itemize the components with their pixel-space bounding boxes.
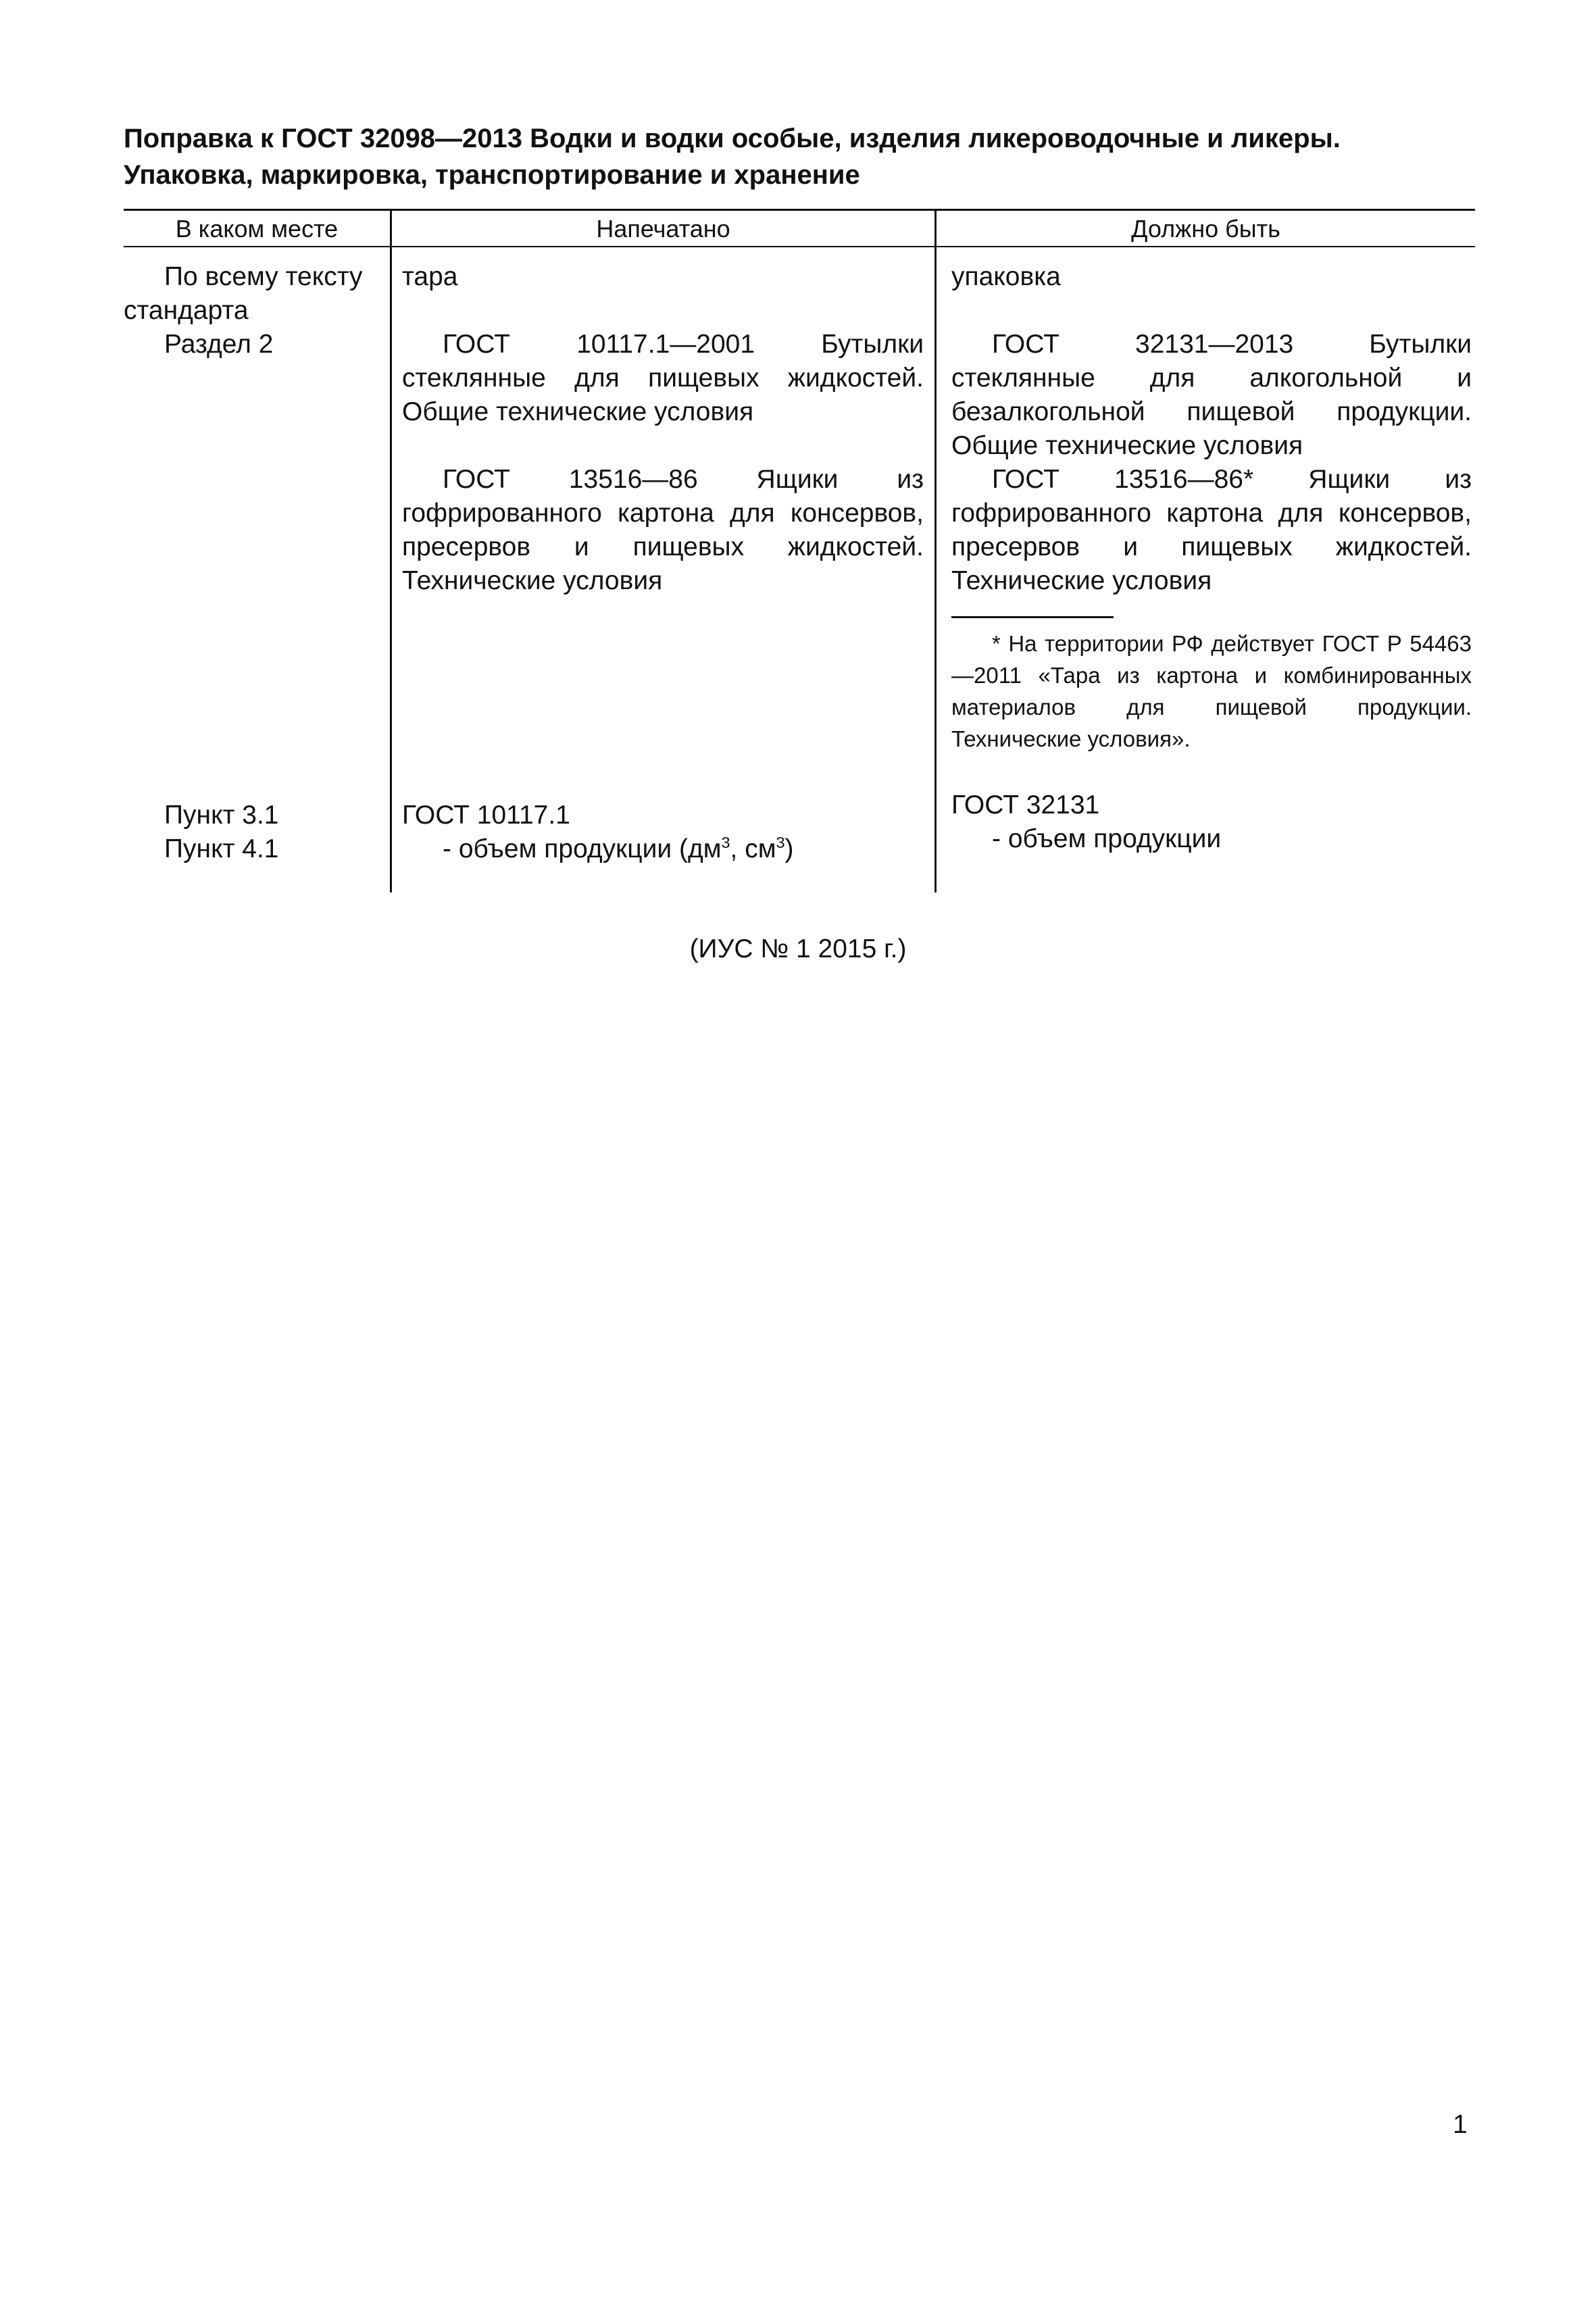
row2-should-be-2: ГОСТ 13516—86* Ящики из гофрированного картона для консервов, пресервов и пищевых жидкостей. Технические условия [951, 465, 1472, 595]
header-place: В каком месте [175, 215, 339, 243]
document-title: Поправка к ГОСТ 32098—2013 Водки и водки особые, изделия ликероводочные и ликеры. Упаковка, маркировка, транспортирование и хранение [124, 124, 1341, 190]
table-top-rule [124, 209, 1475, 211]
row1-place: По всему тексту стандарта [124, 262, 363, 325]
column-divider-1 [390, 209, 392, 892]
page-number: 1 [1453, 2110, 1468, 2139]
table-header-rule [124, 246, 1475, 247]
row2-place: Раздел 2 [164, 330, 274, 359]
ius-reference: (ИУС № 1 2015 г.) [689, 934, 907, 963]
correction-table [124, 209, 1475, 892]
header-printed: Напечатано [596, 215, 730, 243]
row2-printed-1: ГОСТ 10117.1—2001 Бутылки стеклянные для пищевых жидкостей. Общие технические условия [402, 330, 924, 426]
row3-should-be-2: - объем продукции [992, 824, 1222, 853]
footnote-rule [951, 616, 1114, 618]
footnote: * На территории РФ действует ГОСТ Р 54463—2011 «Тара из картона и комбинированных материалов для пищевой продукции. Технические условия». [951, 631, 1472, 751]
row3-place-1: Пункт 3.1 [164, 801, 279, 830]
row3-printed-1: ГОСТ 10117.1 [402, 801, 570, 830]
row2-printed-2: ГОСТ 13516—86 Ящики из гофрированного картона для консервов, пресервов и пищевых жидкостей. Технические условия [402, 465, 924, 595]
row2-should-be-1: ГОСТ 32131—2013 Бутылки стеклянные для алкогольной и безалкогольной пищевой продукции. Общие технические условия [951, 330, 1472, 460]
row3-place-2: Пункт 4.1 [164, 834, 279, 863]
header-should-be: Должно быть [1131, 215, 1280, 243]
row3-printed-2: - объем продукции ($дм^3$, $см^3$) [443, 834, 794, 863]
row3-should-be-1: ГОСТ 32131 [951, 790, 1100, 820]
row1-should-be: упаковка [951, 262, 1061, 291]
row1-printed: тара [402, 262, 458, 291]
column-divider-2 [934, 209, 937, 892]
